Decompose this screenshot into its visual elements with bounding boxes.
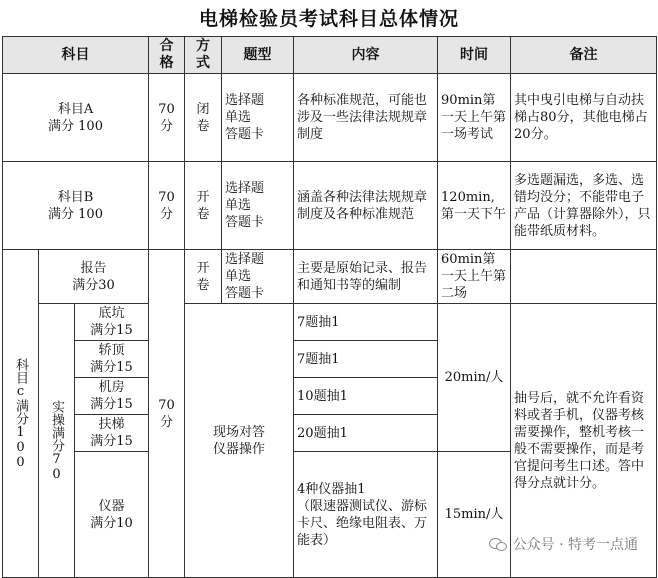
mode-a: 闭 卷 <box>185 74 222 162</box>
header-subject: 科目 <box>3 37 149 74</box>
row-practice-pit <box>3 304 657 341</box>
item-machine-room: 机房 满分15 <box>75 378 149 415</box>
report-type: 选择题 单选 答题卡 <box>222 250 294 304</box>
pass-c: 70 分 <box>149 250 185 578</box>
row-report <box>3 250 657 304</box>
content-instrument: 4种仪器抽1 （限速器测试仪、游标卡尺、绝缘电阻表、万能表） <box>294 452 438 578</box>
report-time: 60min第一天上午第二场 <box>438 250 511 304</box>
notes-a: 其中曳引电梯与自动扶梯占80分，其他电梯占20分。 <box>511 74 657 162</box>
content-car-top: 7题抽1 <box>294 341 438 378</box>
subject-c <box>3 250 39 578</box>
practice-label: 实操满分70 <box>49 399 64 482</box>
content-a: 各种标准规范，可能也涉及一些法律法规规章制度 <box>294 74 438 162</box>
practice-notes: 抽号后，就不允许看资料或者手机，仪器考核需要操作，整机考核一般不需要操作，而是考官提问考生口述。答中得分点就计分。 <box>511 304 657 578</box>
time-a: 90min第一天上午第一场考试 <box>438 74 511 162</box>
report-mode: 开 卷 <box>185 250 222 304</box>
item-escalator: 扶梯 满分15 <box>75 415 149 452</box>
header-mode: 方 式 <box>185 37 222 74</box>
type-b: 选择题 单选 答题卡 <box>222 162 294 250</box>
content-escalator: 20题抽1 <box>294 415 438 452</box>
mode-b: 开 卷 <box>185 162 222 250</box>
subject-c-label: 科目c满分100 <box>13 357 28 470</box>
watermark-text: 公众号 · 特考一点通 <box>512 537 638 553</box>
instrument-time: 15min/人 <box>438 452 511 578</box>
time-b: 120min,第一天下午 <box>438 162 511 250</box>
pass-a: 70 分 <box>149 74 185 162</box>
row-subject-b <box>3 162 657 250</box>
header-row <box>3 37 657 74</box>
content-machine-room: 10题抽1 <box>294 378 438 415</box>
page-title: 电梯检验员考试科目总体情况 <box>198 8 459 30</box>
item-car-top: 轿顶 满分15 <box>75 341 149 378</box>
header-content: 内容 <box>294 37 438 74</box>
item-pit: 底坑 满分15 <box>75 304 149 341</box>
practice-time: 20min/人 <box>438 304 511 452</box>
wechat-icon <box>489 537 507 551</box>
practice-type: 现场对答 仪器操作 <box>185 304 294 578</box>
header-notes: 备注 <box>511 37 657 74</box>
practice-label-cell <box>39 304 75 578</box>
header-type: 题型 <box>222 37 294 74</box>
content-pit: 7题抽1 <box>294 304 438 341</box>
report-notes <box>511 250 657 304</box>
report-label: 报告 满分30 <box>39 250 149 304</box>
watermark <box>489 534 638 554</box>
subject-b: 科目B 满分 100 <box>3 162 149 250</box>
header-time: 时间 <box>438 37 511 74</box>
subject-a: 科目A 满分 100 <box>3 74 149 162</box>
header-pass: 合 格 <box>149 37 185 74</box>
item-instrument: 仪器 满分10 <box>75 452 149 578</box>
pass-b: 70 分 <box>149 162 185 250</box>
notes-b: 多选题漏选，多选、选错均没分；不能带电子产品（计算器除外），只能带纸质材料。 <box>511 162 657 250</box>
report-content: 主要是原始记录、报告和通知书等的编制 <box>294 250 438 304</box>
row-subject-a <box>3 74 657 162</box>
content-b: 涵盖各种法律法规规章制度及各种标准规范 <box>294 162 438 250</box>
type-a: 选择题 单选 答题卡 <box>222 74 294 162</box>
exam-table <box>2 36 657 578</box>
